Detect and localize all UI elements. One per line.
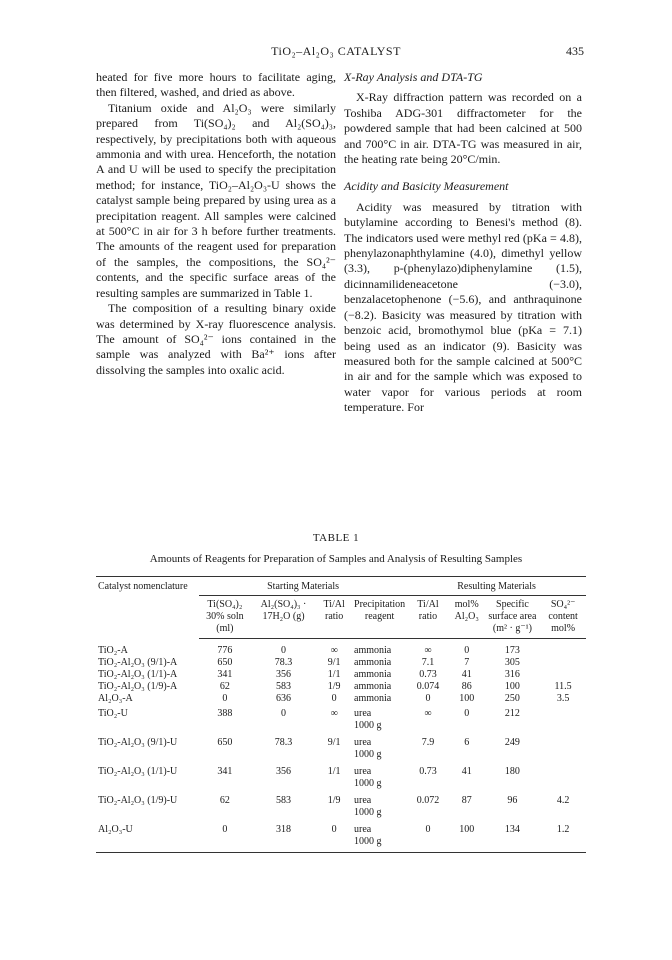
table-row [96,669,586,681]
cell: 388 [217,708,233,719]
section-heading-acidity: Acidity and Basicity Measurement [344,179,509,194]
left-column [96,70,336,378]
cell: 316 [504,669,520,680]
cell: ∞ [424,645,432,656]
cell: 1/9 [327,681,341,692]
paragraph: heated for five more hours to facilitate aging, then filtered, washed, and dried as above. [96,70,336,100]
cell-name: TiO₂-Al₂O₃ (1/1)-U [98,766,178,777]
cell: 9/1 [327,737,341,748]
cell: 7.1 [421,657,435,668]
cell: 0 [464,708,470,719]
cell: ∞ [330,645,338,656]
running-header: TiO₂–Al₂O₃ CATALYST [271,44,401,58]
cell-amount: 1000 g [354,778,382,789]
cell: 1.2 [556,824,570,835]
col-header: mol% Al₂O₃ [449,596,485,639]
cell-amount: 1000 g [354,807,382,818]
cell-amount: 1000 g [352,836,407,853]
table-header-row [96,577,586,596]
cell: 7 [464,657,470,668]
cell: 4.2 [556,795,570,806]
cell: ammonia [354,657,392,668]
cell [540,737,586,749]
cell: 1/1 [327,669,341,680]
cell: 3.5 [556,693,570,704]
table-row [96,766,586,778]
cell: 0 [331,824,337,835]
cell: 0 [281,645,286,656]
cell: 249 [504,737,520,748]
cell: 0.73 [419,669,437,680]
cell: 86 [461,681,472,692]
col-header: SO₄²⁻ content mol% [540,596,586,639]
table-caption: Amounts of Reagents for Preparation of Samples and Analysis of Resulting Samples [149,553,523,565]
cell-name: Al₂O₃-A [98,693,133,704]
cell: 173 [504,645,520,656]
cell: 7.9 [421,737,435,748]
section-heading-xray: X-Ray Analysis and DTA-TG [344,70,483,84]
cell: 650 [217,657,233,668]
paragraph: The composition of a resulting binary oxide was determined by X-ray fluorescence analysis. The amount of SO₄²⁻ ions contained in the sample was analyzed with Ba²⁺ ions after dissolving the samples into oxalic acid. [96,301,336,377]
cell-amount: 1000 g [354,749,382,760]
table-subrow [96,778,586,795]
cell: ammonia [354,693,392,704]
paragraph: X-Ray diffraction pattern was recorded on a Toshiba ADG-301 diffractometer for the powdered sample that had been calcined at 500 and 700°C in air. DTA-TG was measured in air, the heating rate being 20°C/min. [344,90,582,167]
table-subrow [96,749,586,766]
col-header: Precipitation reagent [352,596,407,639]
cell: urea [354,766,372,777]
cell: 0 [331,693,337,704]
table-subrow [96,836,586,853]
table-row [96,681,586,693]
table-subrow [96,807,586,824]
cell: 583 [276,795,291,806]
cell: 0 [464,645,470,656]
cell: 6 [464,737,470,748]
cell: 341 [217,766,233,777]
col-header: Ti/Al ratio [316,596,352,639]
cell: urea [354,737,372,748]
header-resulting: Resulting Materials [407,577,586,596]
table-row [96,737,586,749]
cell-name: TiO₂-Al₂O₃ (1/9)-U [98,795,178,806]
cell: 1/9 [327,795,341,806]
cell: 0.73 [419,766,437,777]
cell-name: TiO₂-Al₂O₃ (9/1)-U [98,737,178,748]
cell: 212 [504,708,520,719]
header-catalyst: Catalyst nomenclature [96,577,199,639]
cell: 96 [507,795,518,806]
cell: 636 [276,693,291,704]
cell: 0 [425,824,431,835]
cell: 250 [504,693,520,704]
cell: 305 [504,657,520,668]
cell: ∞ [424,708,432,719]
cell: urea [354,824,372,835]
cell: ammonia [354,645,392,656]
right-column [344,70,582,416]
cell: 1/1 [327,766,341,777]
cell: 62 [219,681,230,692]
cell: ammonia [354,681,392,692]
cell: 0 [425,693,431,704]
cell: 356 [276,766,291,777]
page-number: 435 [566,44,584,58]
cell [540,669,586,681]
cell: 62 [219,795,230,806]
cell: 9/1 [327,657,341,668]
cell: 100 [459,693,475,704]
header-starting: Starting Materials [199,577,407,596]
results-table [96,576,586,853]
cell: 100 [459,824,475,835]
cell-name: TiO₂-U [98,708,128,719]
cell: 0 [222,693,228,704]
col-header: Al₂(SO₄)₃ · 17H₂O (g) [251,596,317,639]
table-label: TABLE 1 [312,532,360,544]
cell: 41 [461,766,472,777]
cell-name: TiO₂-Al₂O₃ (9/1)-A [98,657,178,668]
cell-amount: 1000 g [354,720,382,731]
table-row [96,657,586,669]
col-header: Ti/Al ratio [407,596,449,639]
cell: 341 [217,669,233,680]
cell [540,639,586,658]
cell: 776 [217,645,233,656]
cell [540,705,586,720]
col-header: Ti(SO₄)₂ 30% soln (ml) [199,596,251,639]
cell: 0.072 [416,795,440,806]
cell: 41 [461,669,472,680]
cell: 0.074 [416,681,440,692]
cell: 318 [276,824,291,835]
cell: 100 [504,681,520,692]
cell: 650 [217,737,233,748]
cell: 0 [281,708,286,719]
cell: ammonia [354,669,392,680]
cell: 583 [276,681,291,692]
cell-name: Al₂O₃-U [98,824,133,835]
table-row [96,824,586,836]
cell: urea [354,708,372,719]
table-row [96,795,586,807]
table-row [96,639,586,658]
table-row [96,705,586,720]
cell-name: TiO₂-Al₂O₃ (1/9)-A [98,681,178,692]
cell [540,766,586,778]
cell: 11.5 [554,681,572,692]
cell [540,657,586,669]
cell: 87 [461,795,472,806]
cell: 356 [276,669,291,680]
cell: 78.3 [274,737,293,748]
table-row [96,693,586,705]
paragraph: Acidity was measured by titration with butylamine according to Benesi's method (8). The indicators used were methyl red (pKa = 4.8), phenylazonaphthylamine (4.0), dimethyl yellow (3.3), p-(phenylazo)diphenylamine (1.5), dicinnamilideneacetone (−3.0), benzalacetophenone (−5.6), and anthraquinone (−8.2). Basicity was measured by titration with benzoic acid, bromothymol blue (pKa = 7.1) being used as an indicator (9). Basicity was measured both for the sample calcined at 500°C in air and for the sample which was exposed to water vapor for various periods at room temperature. For [344,199,582,415]
cell-name: TiO₂-A [98,644,128,656]
cell: 0 [222,824,228,835]
col-header: Specific surface area (m² · g⁻¹) [485,596,541,639]
cell: 180 [504,766,520,777]
cell: 78.3 [274,657,293,668]
cell: ∞ [330,708,338,719]
cell: 134 [504,824,520,835]
paragraph: Titanium oxide and Al₂O₃ were similarly prepared from Ti(SO₄)₂ and Al₂(SO₄)₃, respectively, by precipitations both with aqueous ammonia and with urea. Henceforth, the notation A and U will be used to specify the precipitation method; for instance, TiO₂–Al₂O₃-U shows the catalyst sample being prepared by using urea as a precipitation reagent. All samples were calcined at 500°C in air for 3 h before further treatments. The amounts of the reagent used for preparation of the samples, the compositions, the SO₄²⁻ contents, and the specific surface areas of the resulting samples are summarized in Table 1. [96,100,336,300]
cell: urea [354,795,372,806]
cell-name: TiO₂-Al₂O₃ (1/1)-A [98,669,178,680]
table-subrow [96,720,586,737]
